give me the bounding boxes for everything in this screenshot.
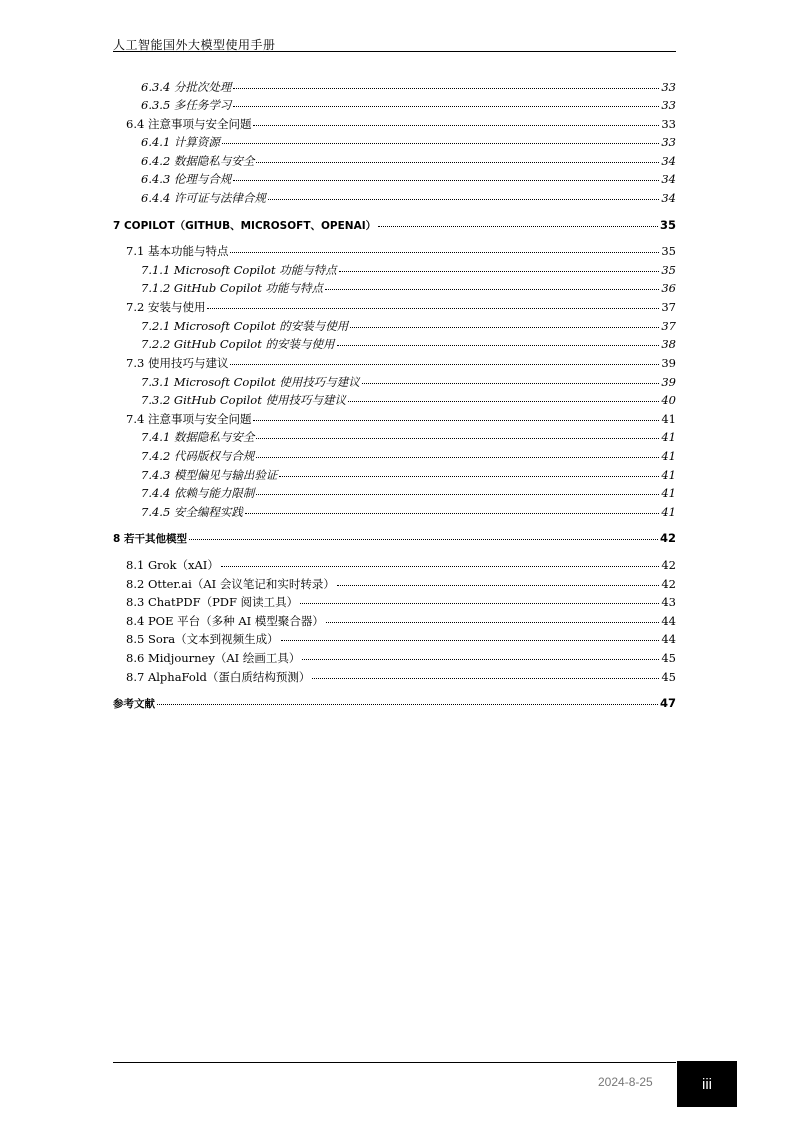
toc-entry[interactable] [126, 299, 676, 315]
toc-entry[interactable] [141, 280, 676, 296]
toc-leader-dots [350, 326, 659, 328]
toc-entry-page: 33 [661, 80, 676, 94]
toc-entry-page: 35 [661, 263, 676, 277]
toc-entry-page: 45 [661, 651, 676, 665]
toc-entry-label: 参考文献 [113, 698, 155, 710]
toc-chapter-entry[interactable] [113, 217, 676, 233]
toc-entry[interactable] [126, 116, 676, 132]
toc-entry-page: 42 [659, 531, 676, 545]
toc-entry-label: 7.1 基本功能与特点 [126, 244, 229, 258]
toc-entry[interactable] [141, 485, 676, 501]
toc-entry-page: 38 [661, 337, 676, 351]
toc-entry-label: 7.4.5 安全编程实践 [141, 505, 243, 519]
running-header-title: 人工智能国外大模型使用手册 [113, 38, 276, 52]
toc-entry-label: 7.2.2 GitHub Copilot 的安装与使用 [141, 337, 335, 351]
toc-leader-dots [256, 493, 659, 495]
toc-leader-dots [348, 400, 659, 402]
toc-leader-dots [222, 142, 659, 144]
toc-leader-dots [326, 621, 660, 623]
toc-entry-label: 8.5 Sora（文本到视频生成） [126, 632, 279, 646]
toc-entry[interactable] [141, 153, 676, 169]
toc-leader-dots [300, 602, 659, 604]
toc-entry-label: 7.4.2 代码版权与合规 [141, 449, 255, 463]
toc-chapter-entry[interactable] [113, 530, 676, 546]
toc-entry-label: 7.4.3 模型偏见与输出验证 [141, 468, 278, 482]
footer-date: 2024-8-25 [598, 1075, 653, 1089]
toc-entry-page: 33 [661, 135, 676, 149]
toc-entry-page: 36 [661, 281, 676, 295]
toc-entry-label: 8.1 Grok（xAI） [126, 558, 219, 572]
toc-leader-dots [281, 639, 660, 641]
page-number: iii [702, 1075, 712, 1093]
toc-entry[interactable] [141, 262, 676, 278]
toc-entry[interactable] [141, 392, 676, 408]
toc-leader-dots [337, 344, 660, 346]
toc-entry-page: 39 [661, 356, 676, 370]
toc-entry[interactable] [141, 374, 676, 390]
toc-leader-dots [337, 584, 660, 586]
toc-entry-label: 6.3.4 分批次处理 [141, 80, 232, 94]
toc-entry-page: 42 [661, 577, 676, 591]
toc-entry-label: 6.4.4 许可证与法律合规 [141, 191, 266, 205]
toc-entry-page: 34 [661, 191, 676, 205]
toc-leader-dots [253, 124, 659, 126]
toc-entry-label: 6.3.5 多任务学习 [141, 98, 232, 112]
toc-entry-label: 8 若干其他模型 [113, 533, 187, 545]
toc-entry-label: 7 COPILOT（GITHUB、MICROSOFT、OPENAI） [113, 220, 377, 232]
toc-entry[interactable] [141, 504, 676, 520]
toc-entry-page: 47 [659, 696, 676, 710]
toc-entry-page: 44 [661, 632, 676, 646]
toc-entry-page: 42 [661, 558, 676, 572]
toc-entry-label: 7.4.1 数据隐私与安全 [141, 430, 255, 444]
toc-entry-page: 45 [661, 670, 676, 684]
toc-chapter-entry[interactable] [113, 695, 676, 711]
toc-entry[interactable] [141, 448, 676, 464]
toc-entry-label: 7.3 使用技巧与建议 [126, 356, 229, 370]
toc-entry-label: 8.3 ChatPDF（PDF 阅读工具） [126, 595, 299, 609]
toc-entry[interactable] [141, 318, 676, 334]
toc-leader-dots [302, 658, 659, 660]
toc-leader-dots [256, 437, 659, 439]
toc-entry-label: 6.4.3 伦理与合规 [141, 172, 232, 186]
toc-entry-label: 7.1.2 GitHub Copilot 功能与特点 [141, 281, 323, 295]
toc-leader-dots [339, 270, 660, 272]
toc-entry-label: 7.4 注意事项与安全问题 [126, 412, 252, 426]
toc-entry-label: 7.2 安装与使用 [126, 300, 206, 314]
toc-entry[interactable] [141, 134, 676, 150]
toc-entry-label: 7.2.1 Microsoft Copilot 的安装与使用 [141, 319, 349, 333]
toc-entry-label: 6.4.1 计算资源 [141, 135, 220, 149]
toc-entry[interactable] [141, 467, 676, 483]
toc-leader-dots [233, 105, 659, 107]
toc-leader-dots [233, 179, 659, 181]
toc-entry[interactable] [141, 79, 676, 95]
toc-entry-label: 7.3.2 GitHub Copilot 使用技巧与建议 [141, 393, 346, 407]
toc-entry-page: 41 [661, 468, 676, 482]
toc-entry[interactable] [126, 613, 676, 629]
toc-entry-page: 41 [661, 412, 676, 426]
toc-leader-dots [312, 677, 659, 679]
toc-entry[interactable] [126, 669, 676, 685]
toc-entry-page: 40 [661, 393, 676, 407]
header-rule [113, 51, 676, 52]
toc-entry-label: 7.1.1 Microsoft Copilot 功能与特点 [141, 263, 337, 277]
toc-entry-page: 41 [661, 486, 676, 500]
toc-entry-page: 39 [661, 375, 676, 389]
toc-leader-dots [230, 363, 659, 365]
toc-leader-dots [233, 87, 659, 89]
toc-entry-label: 8.4 POE 平台（多种 AI 模型聚合器） [126, 614, 324, 628]
toc-leader-dots [378, 225, 658, 227]
toc-leader-dots [362, 382, 660, 384]
toc-entry[interactable] [126, 243, 676, 259]
toc-leader-dots [253, 419, 659, 421]
toc-entry-label: 8.2 Otter.ai（AI 会议笔记和实时转录） [126, 577, 335, 591]
toc-leader-dots [256, 161, 659, 163]
toc-entry[interactable] [126, 631, 676, 647]
toc-entry-page: 43 [661, 595, 676, 609]
toc-entry[interactable] [126, 411, 676, 427]
toc-entry-label: 7.4.4 依赖与能力限制 [141, 486, 255, 500]
toc-leader-dots [230, 251, 659, 253]
toc-entry-page: 35 [661, 244, 676, 258]
toc-entry-page: 41 [661, 449, 676, 463]
toc-leader-dots [279, 475, 659, 477]
toc-leader-dots [207, 307, 659, 309]
toc-entry-page: 35 [659, 218, 676, 232]
toc-entry[interactable] [126, 576, 676, 592]
toc-entry[interactable] [141, 190, 676, 206]
toc-entry-page: 41 [661, 430, 676, 444]
toc-entry-label: 7.3.1 Microsoft Copilot 使用技巧与建议 [141, 375, 360, 389]
toc-entry-label: 6.4.2 数据隐私与安全 [141, 154, 255, 168]
toc-entry-page: 34 [661, 154, 676, 168]
toc-leader-dots [221, 565, 660, 567]
toc-leader-dots [157, 703, 658, 705]
toc-entry-page: 33 [661, 98, 676, 112]
toc-entry-label: 8.6 Midjourney（AI 绘画工具） [126, 651, 301, 665]
toc-entry[interactable] [126, 557, 676, 573]
page-number-box [677, 1061, 737, 1107]
toc-entry-page: 37 [661, 319, 676, 333]
toc-entry-page: 37 [661, 300, 676, 314]
toc-entry-page: 33 [661, 117, 676, 131]
toc-entry[interactable] [141, 97, 676, 113]
toc-entry[interactable] [141, 171, 676, 187]
toc-leader-dots [325, 288, 659, 290]
toc-leader-dots [256, 456, 659, 458]
toc-entry-page: 44 [661, 614, 676, 628]
toc-entry-page: 34 [661, 172, 676, 186]
toc-entry[interactable] [141, 336, 676, 352]
toc-entry[interactable] [126, 355, 676, 371]
footer-rule [113, 1062, 676, 1063]
toc-entry[interactable] [126, 650, 676, 666]
toc-entry-page: 41 [661, 505, 676, 519]
toc-entry-label: 6.4 注意事项与安全问题 [126, 117, 252, 131]
toc-entry[interactable] [141, 429, 676, 445]
toc-leader-dots [189, 538, 658, 540]
toc-leader-dots [268, 198, 659, 200]
toc-entry[interactable] [126, 594, 676, 610]
toc-entry-label: 8.7 AlphaFold（蛋白质结构预测） [126, 670, 311, 684]
toc-leader-dots [245, 512, 659, 514]
